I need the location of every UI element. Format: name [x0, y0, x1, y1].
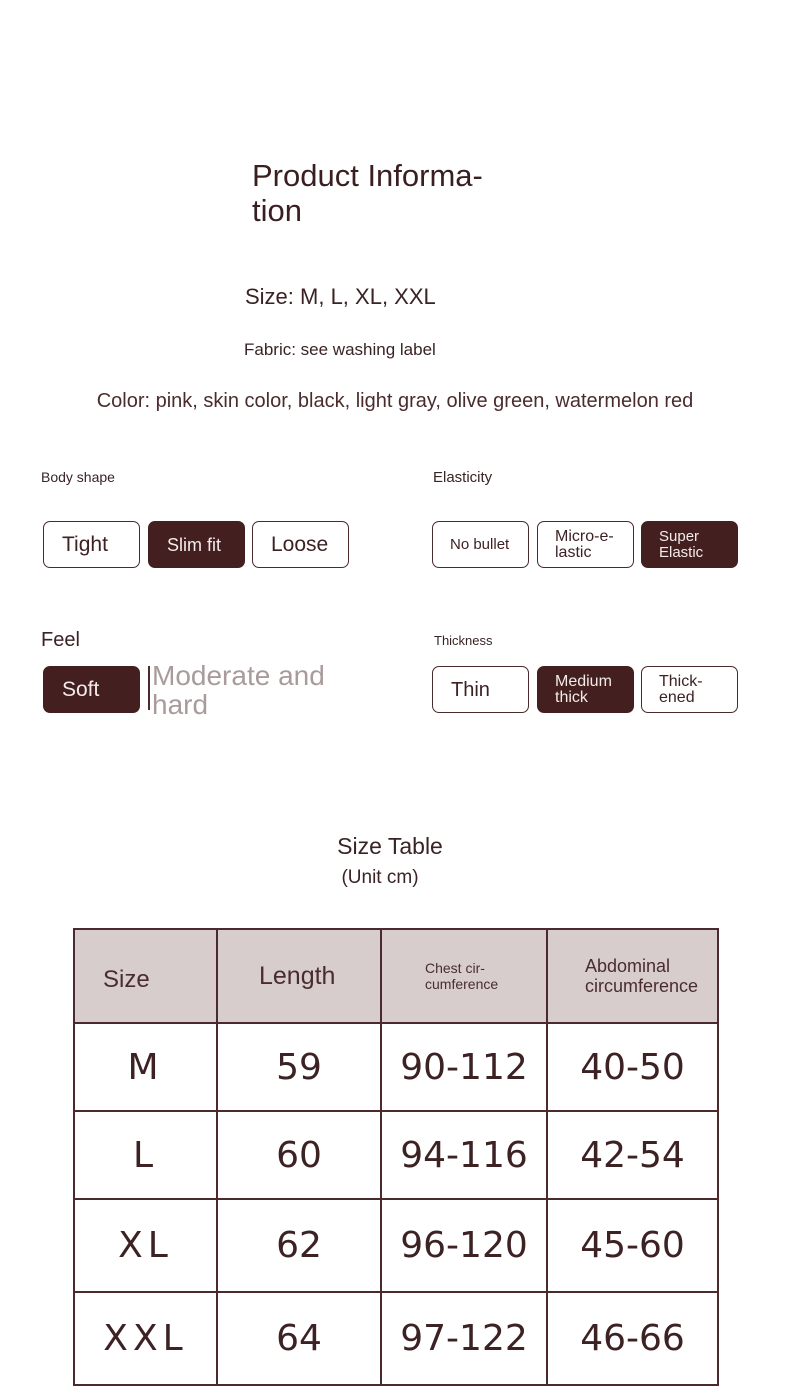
elasticity-option-no-bullet: No bullet [432, 521, 529, 568]
thickness-label: Thickness [434, 633, 493, 648]
feel-option-border [148, 666, 150, 710]
cell-chest: 96-120 [381, 1199, 547, 1292]
cell-length: 60 [217, 1111, 381, 1199]
size-table-title: Size Table [337, 833, 443, 859]
cell-abdominal: 40-50 [547, 1023, 718, 1111]
header-abdominal: Abdominal circumference [547, 929, 718, 1023]
header-size: Size [74, 929, 217, 1023]
cell-length: 62 [217, 1199, 381, 1292]
size-table-unit: (Unit cm) [341, 867, 419, 888]
cell-size: XXL [74, 1292, 217, 1385]
table-row [74, 1111, 718, 1199]
size-info: Size: M, L, XL, XXL [245, 284, 436, 309]
cell-chest: 97-122 [381, 1292, 547, 1385]
body-shape-label: Body shape [41, 469, 115, 485]
feel-option-soft: Soft [43, 666, 140, 713]
table-row [74, 1292, 718, 1385]
cell-size: L [74, 1111, 217, 1199]
elasticity-option-super-elastic: Super Elastic [641, 521, 738, 568]
fabric-info: Fabric: see washing label [244, 340, 436, 359]
thickness-option-thickened: Thick- ened [641, 666, 738, 713]
cell-size: XL [74, 1199, 217, 1292]
feel-option-moderate-hard: Moderate and hard [152, 660, 325, 720]
body-shape-option-slim-fit: Slim fit [148, 521, 245, 568]
thickness-option-thin: Thin [432, 666, 529, 713]
feel-label: Feel [41, 629, 80, 651]
page-title: Product Informa- tion [252, 158, 483, 228]
cell-size: M [74, 1023, 217, 1111]
cell-length: 64 [217, 1292, 381, 1385]
header-chest: Chest cir- cumference [381, 929, 547, 1023]
elasticity-option-micro-elastic: Micro-e- lastic [537, 521, 634, 568]
size-table [73, 928, 719, 1386]
cell-abdominal: 45-60 [547, 1199, 718, 1292]
header-length: Length [217, 929, 381, 1023]
cell-abdominal: 46-66 [547, 1292, 718, 1385]
size-table-header-row [74, 929, 718, 1023]
color-info: Color: pink, skin color, black, light gray, olive green, watermelon red [96, 390, 694, 412]
body-shape-option-tight: Tight [43, 521, 140, 568]
table-row [74, 1023, 718, 1111]
cell-abdominal: 42-54 [547, 1111, 718, 1199]
cell-length: 59 [217, 1023, 381, 1111]
cell-chest: 94-116 [381, 1111, 547, 1199]
elasticity-label: Elasticity [433, 469, 493, 486]
thickness-option-medium-thick: Medium thick [537, 666, 634, 713]
body-shape-option-loose: Loose [252, 521, 349, 568]
cell-chest: 90-112 [381, 1023, 547, 1111]
table-row [74, 1199, 718, 1292]
